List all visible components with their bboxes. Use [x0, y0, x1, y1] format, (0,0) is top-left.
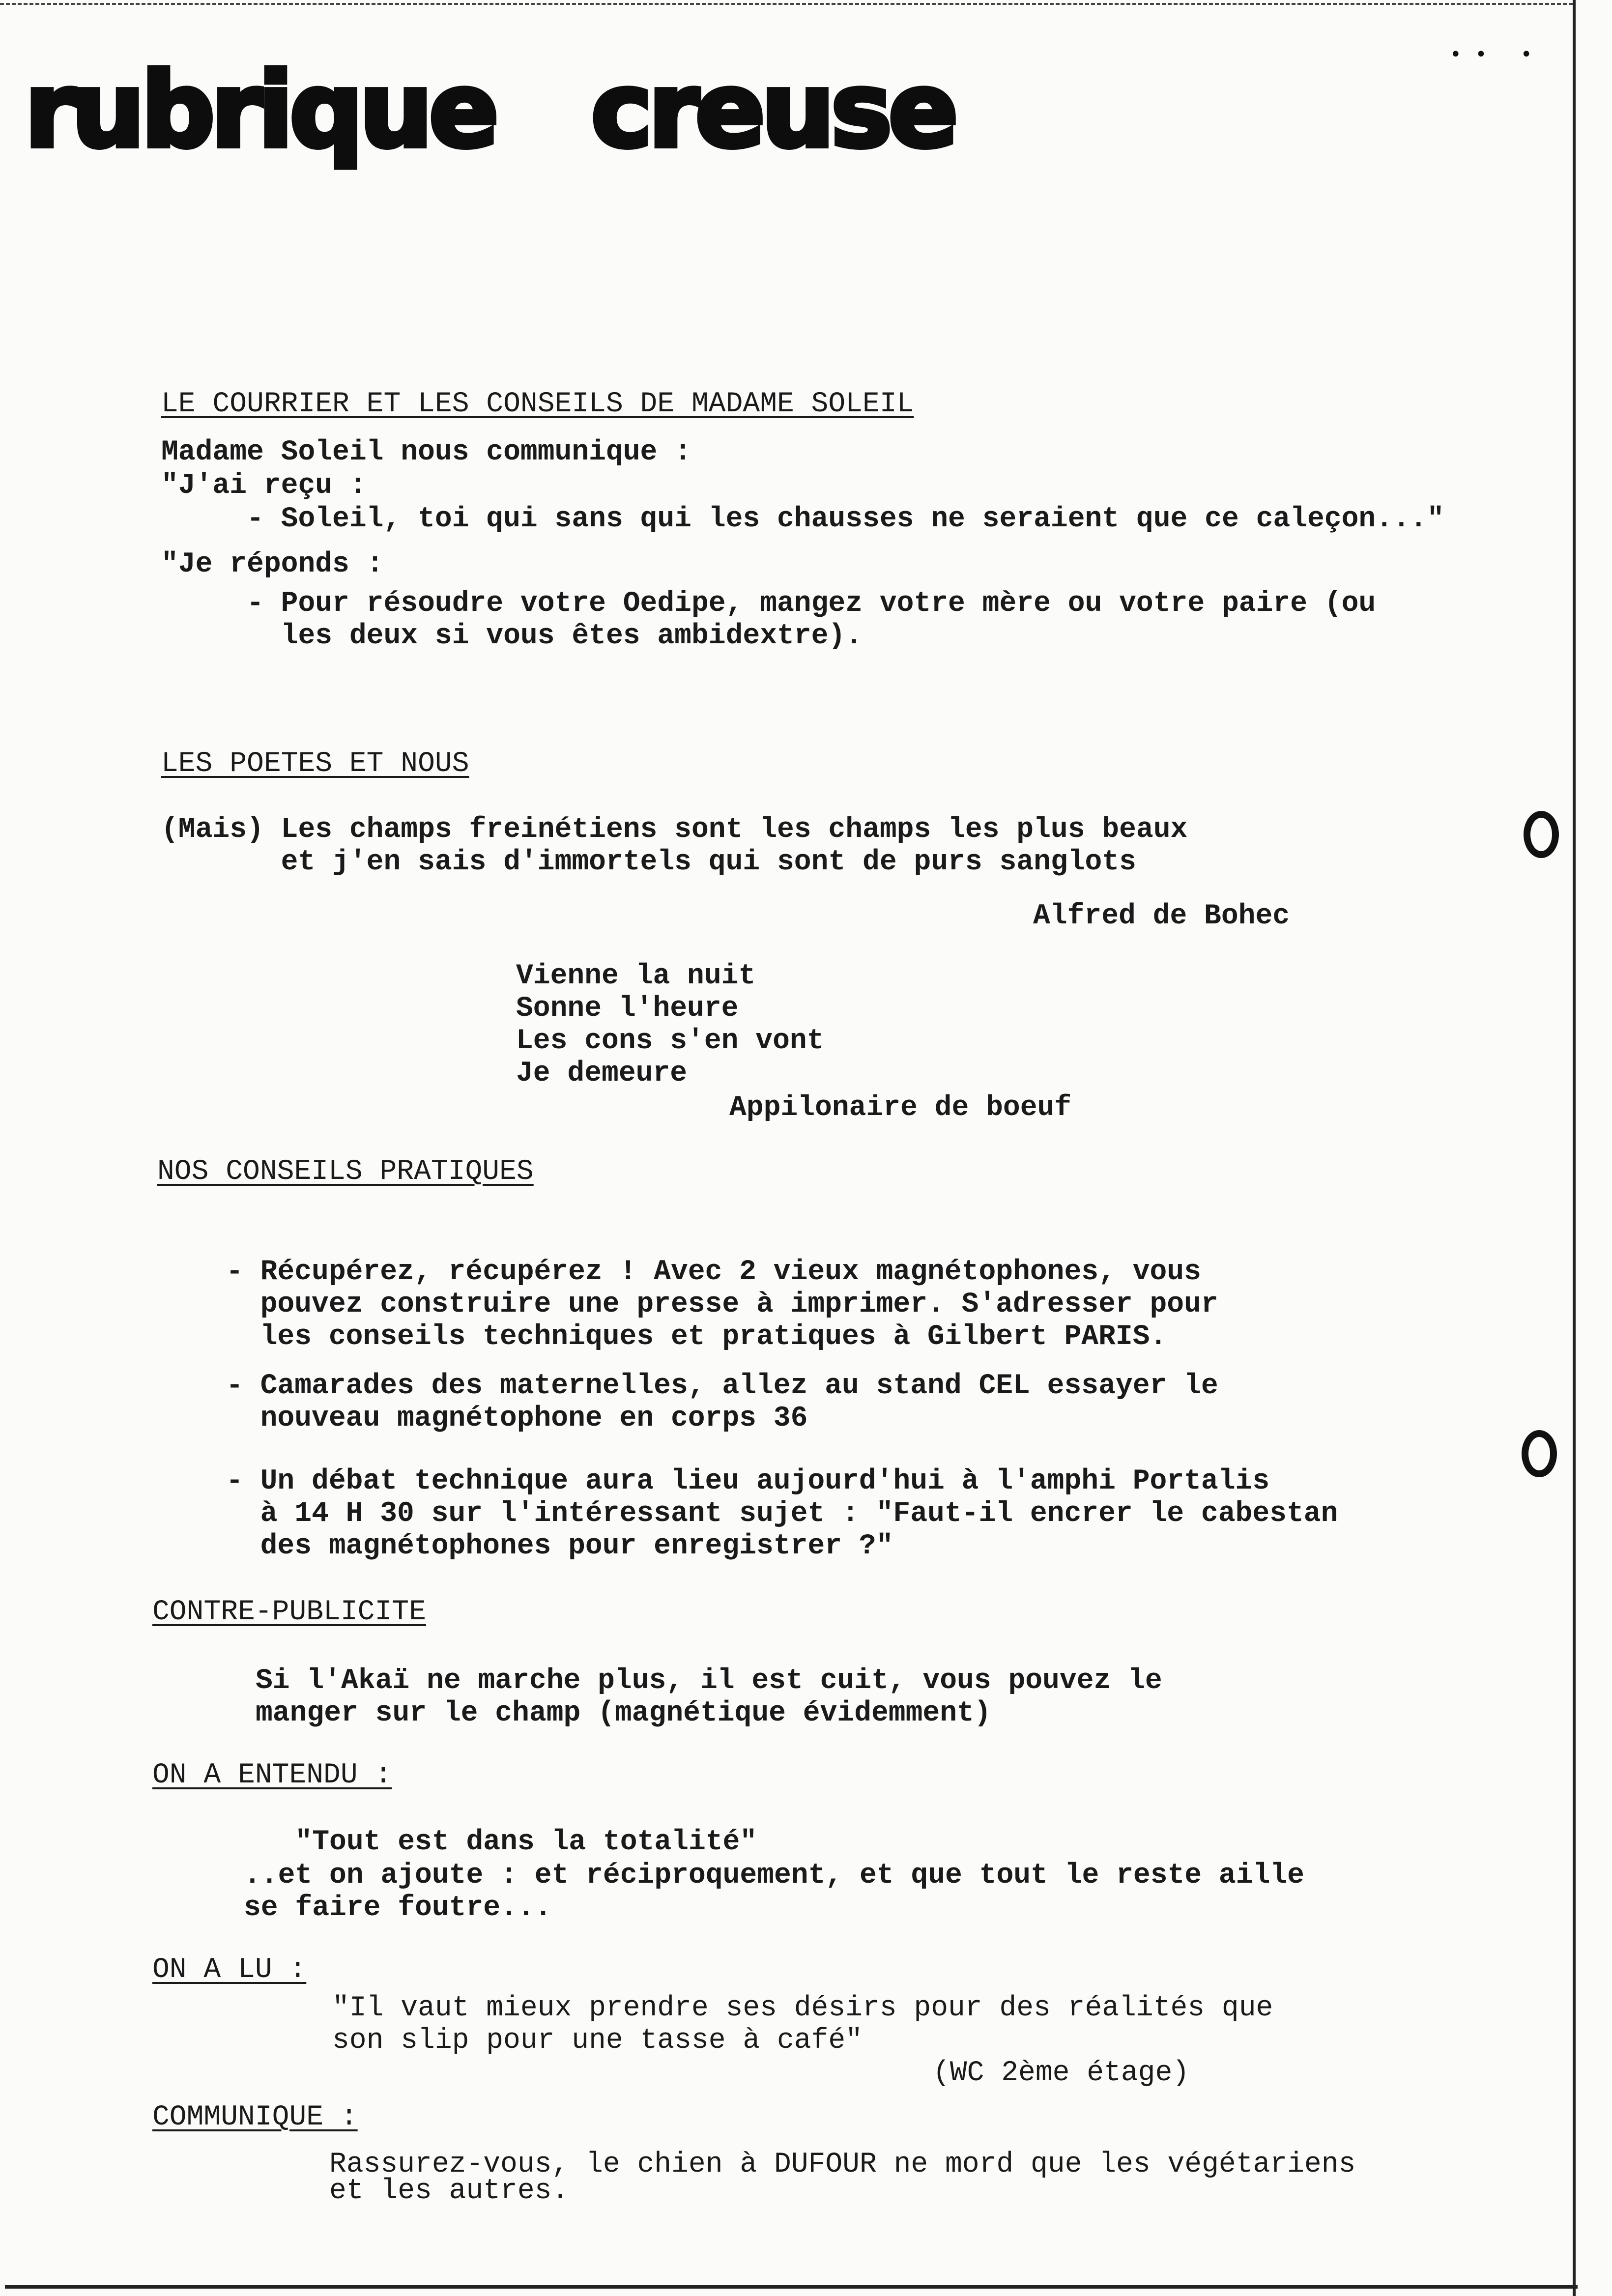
right-margin-rule	[1573, 0, 1576, 2296]
poem-line: Je demeure	[516, 1058, 688, 1090]
conseil-line: des magnétophones pour enregistrer ?"	[226, 1530, 893, 1562]
entendu-line: "Tout est dans la totalité"	[244, 1826, 757, 1858]
communique-line: Rassurez-vous, le chien à DUFOUR ne mord que les végétariens	[329, 2149, 1356, 2181]
section-heading-courrier: LE COURRIER ET LES CONSEILS DE MADAME SOLEIL	[161, 388, 914, 420]
courrier-line: les deux si vous êtes ambidextre).	[161, 620, 863, 652]
poem-author: Appilonaire de boeuf	[729, 1092, 1072, 1124]
communique-line: et les autres.	[329, 2175, 569, 2207]
section-heading-poetes: LES POETES ET NOUS	[161, 748, 469, 780]
section-heading-entendu: ON A ENTENDU :	[152, 1759, 392, 1791]
conseil-line: pouvez construire une presse à imprimer. S'adresser pour	[226, 1289, 1218, 1320]
poem-line: et j'en sais d'immortels qui sont de purs sanglots	[161, 846, 1136, 878]
conseil-line: - Camarades des maternelles, allez au stand CEL essayer le	[226, 1370, 1218, 1402]
section-heading-contre-publicite: CONTRE-PUBLICITE	[152, 1596, 426, 1628]
contre-pub-line: manger sur le champ (magnétique évidemment)	[256, 1697, 991, 1729]
entendu-line: se faire foutre...	[244, 1892, 552, 1924]
courrier-line: "Je réponds :	[161, 548, 384, 580]
contre-pub-line: Si l'Akaï ne marche plus, il est cuit, vous pouvez le	[256, 1665, 1162, 1697]
corner-marks: •• •	[1450, 43, 1546, 66]
poem-line: (Mais) Les champs freinétiens sont les champs les plus beaux	[161, 814, 1188, 846]
courrier-line: "J'ai reçu :	[161, 470, 367, 502]
courrier-line: - Pour résoudre votre Oedipe, mangez votre mère ou votre paire (ou	[161, 588, 1376, 620]
conseil-line: - Un débat technique aura lieu aujourd'hui à l'amphi Portalis	[226, 1465, 1270, 1497]
section-heading-conseils: NOS CONSEILS PRATIQUES	[157, 1156, 534, 1188]
top-edge-rule	[0, 3, 1573, 5]
binder-hole-upper	[1524, 811, 1559, 858]
courrier-line: Madame Soleil nous communique :	[161, 436, 691, 468]
entendu-line: ..et on ajoute : et réciproquement, et que tout le reste aille	[244, 1860, 1304, 1892]
conseil-line: les conseils techniques et pratiques à Gilbert PARIS.	[226, 1321, 1167, 1353]
binder-hole-lower	[1522, 1430, 1557, 1477]
section-heading-lu: ON A LU :	[152, 1954, 307, 1986]
poem-line: Sonne l'heure	[516, 993, 739, 1025]
conseil-line: nouveau magnétophone en corps 36	[226, 1403, 808, 1435]
page-title: rubrique creuse	[25, 50, 954, 171]
courrier-line: - Soleil, toi qui sans qui les chausses ne seraient que ce caleçon..."	[161, 503, 1444, 535]
conseil-line: - Récupérez, récupérez ! Avec 2 vieux magnétophones, vous	[226, 1256, 1201, 1288]
conseil-line: à 14 H 30 sur l'intéressant sujet : "Faut-il encrer le cabestan	[226, 1498, 1338, 1530]
poem-line: Vienne la nuit	[516, 960, 756, 992]
poem-author: Alfred de Bohec	[1033, 900, 1290, 932]
lu-line: son slip pour une tasse à café"	[332, 2025, 863, 2057]
poem-line: Les cons s'en vont	[516, 1025, 824, 1057]
section-heading-communique: COMMUNIQUE :	[152, 2101, 358, 2133]
lu-source: (WC 2ème étage)	[933, 2057, 1190, 2089]
lu-line: "Il vaut mieux prendre ses désirs pour des réalités que	[332, 1992, 1273, 2024]
bottom-edge-rule	[5, 2285, 1578, 2289]
